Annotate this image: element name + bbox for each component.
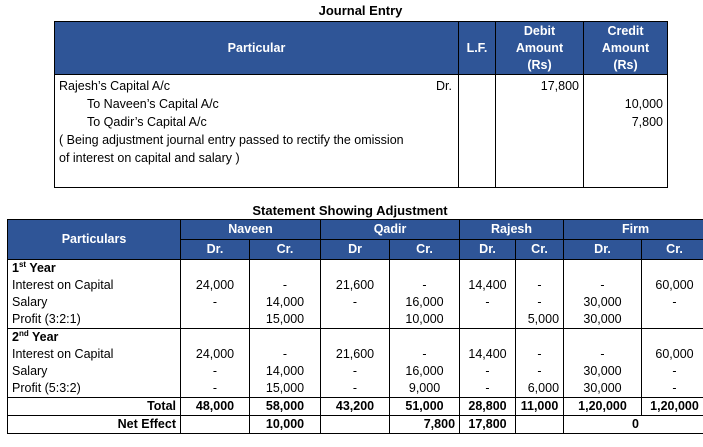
total-cell: 48,000 (181, 398, 250, 416)
rajesh-dr-header: Dr. (460, 240, 516, 260)
debit-header-line2: Amount (515, 40, 564, 55)
debit-header-line1: Debit (523, 23, 556, 38)
lf-header: L.F. (459, 22, 496, 75)
cell: 14,000 (250, 294, 321, 311)
cell: - (564, 277, 642, 294)
cell: 14,400 (460, 277, 516, 294)
journal-title: Journal Entry (318, 3, 403, 18)
credit-header-line3: (Rs) (613, 57, 638, 72)
cell: - (516, 363, 564, 380)
rajesh-header: Rajesh (460, 220, 564, 240)
credit-amount-2: 7,800 (631, 115, 663, 129)
net-effect-label: Net Effect (8, 416, 181, 434)
cell: - (460, 363, 516, 380)
cell: 9,000 (390, 380, 460, 398)
cell: - (564, 346, 642, 363)
row-label: Profit (3:2:1) (8, 311, 181, 329)
qadir-header: Qadir (321, 220, 460, 240)
cell (460, 311, 516, 329)
table-row (8, 311, 703, 329)
debit-amount-cell (496, 75, 584, 188)
table-row (8, 363, 703, 380)
cell: - (642, 363, 703, 380)
cell: 15,000 (250, 380, 321, 398)
debit-amount: 17,800 (540, 79, 579, 93)
credit-amount-1: 10,000 (624, 97, 663, 111)
total-cell: 1,20,000 (642, 398, 703, 416)
year2-sup: nd (18, 328, 29, 338)
cell (321, 311, 390, 329)
credit-header-line2: Amount (601, 40, 650, 55)
credit-account-2: To Qadir’s Capital A/c (87, 115, 207, 129)
cell: 30,000 (564, 311, 642, 329)
table-row (8, 294, 703, 311)
cell: 24,000 (181, 277, 250, 294)
credit-header-line1: Credit (607, 23, 644, 38)
partner-header-row (8, 220, 703, 240)
narration-line-1: ( Being adjustment journal entry passed to rectify the omission (59, 133, 404, 147)
cell: 30,000 (564, 380, 642, 398)
cell: - (181, 294, 250, 311)
cell (181, 311, 250, 329)
cell (642, 311, 703, 329)
journal-header-row (55, 22, 668, 75)
cell: 60,000 (642, 346, 703, 363)
cell: - (516, 294, 564, 311)
credit-amount-cell (584, 75, 668, 188)
credit-account-1: To Naveen’s Capital A/c (87, 97, 219, 111)
cell: - (181, 363, 250, 380)
firm-header: Firm (564, 220, 703, 240)
year2-label-row (8, 329, 703, 347)
row-label: Salary (8, 294, 181, 311)
adjustment-title: Statement Showing Adjustment (252, 203, 448, 218)
journal-entry-table (54, 21, 668, 188)
cell: 14,000 (250, 363, 321, 380)
cell: - (460, 380, 516, 398)
cell: - (181, 380, 250, 398)
naveen-dr-header: Dr. (181, 240, 250, 260)
year2-label (8, 329, 181, 347)
debit-account: Rajesh’s Capital A/c (59, 79, 170, 93)
qadir-cr-header: Cr. (390, 240, 460, 260)
cell: 16,000 (390, 363, 460, 380)
cell: - (250, 346, 321, 363)
lf-cell (459, 75, 496, 188)
table-row (8, 277, 703, 294)
year1-label (8, 260, 181, 278)
cell: - (321, 380, 390, 398)
total-cell: 11,000 (516, 398, 564, 416)
row-label: Interest on Capital (8, 277, 181, 294)
cell: - (390, 346, 460, 363)
adjustment-table (7, 219, 703, 434)
cell: 16,000 (390, 294, 460, 311)
cell: 15,000 (250, 311, 321, 329)
firm-dr-header: Dr. (564, 240, 642, 260)
row-label: Profit (5:3:2) (8, 380, 181, 398)
narration-line-2: of interest on capital and salary ) (59, 151, 240, 165)
cell: - (516, 346, 564, 363)
total-label: Total (8, 398, 181, 416)
year1-num: 1 (12, 261, 19, 275)
cell: - (516, 277, 564, 294)
cell: 10,000 (390, 311, 460, 329)
particulars-header: Particulars (8, 220, 181, 260)
net-naveen-cr: 10,000 (250, 416, 321, 434)
year1-text: Year (26, 261, 56, 275)
cell: - (321, 294, 390, 311)
cell: 24,000 (181, 346, 250, 363)
dr-label: Dr. (436, 79, 452, 93)
cell: - (250, 277, 321, 294)
journal-body-row (55, 75, 668, 188)
cell: 5,000 (516, 311, 564, 329)
total-cell: 58,000 (250, 398, 321, 416)
cell: 6,000 (516, 380, 564, 398)
firm-cr-header: Cr. (642, 240, 703, 260)
qadir-dr-header: Dr (321, 240, 390, 260)
particular-cell (55, 75, 459, 188)
year2-num: 2 (12, 330, 19, 344)
total-cell: 51,000 (390, 398, 460, 416)
row-label: Salary (8, 363, 181, 380)
total-cell: 1,20,000 (564, 398, 642, 416)
cell: - (460, 294, 516, 311)
cell: 30,000 (564, 294, 642, 311)
table-row (8, 346, 703, 363)
net-firm: 0 (564, 416, 703, 434)
total-row (8, 398, 703, 416)
naveen-cr-header: Cr. (250, 240, 321, 260)
debit-header-line3: (Rs) (527, 57, 552, 72)
year1-label-row (8, 260, 703, 278)
row-label: Interest on Capital (8, 346, 181, 363)
cell: - (390, 277, 460, 294)
naveen-header: Naveen (181, 220, 321, 240)
total-cell: 43,200 (321, 398, 390, 416)
debit-account-line (59, 77, 454, 95)
cell: 60,000 (642, 277, 703, 294)
year2-text: Year (28, 330, 59, 344)
cell: - (642, 380, 703, 398)
cell: 21,600 (321, 346, 390, 363)
cell: 21,600 (321, 277, 390, 294)
net-qadir-cr: 7,800 (390, 416, 460, 434)
particular-header: Particular (55, 22, 459, 75)
cell: - (642, 294, 703, 311)
table-row (8, 380, 703, 398)
net-rajesh-dr: 17,800 (460, 416, 516, 434)
cell: 30,000 (564, 363, 642, 380)
cell: 14,400 (460, 346, 516, 363)
credit-amount-header (584, 22, 668, 75)
cell: - (321, 363, 390, 380)
total-cell: 28,800 (460, 398, 516, 416)
net-effect-row (8, 416, 703, 434)
rajesh-cr-header: Cr. (516, 240, 564, 260)
debit-amount-header (496, 22, 584, 75)
year1-sup: st (18, 259, 27, 269)
